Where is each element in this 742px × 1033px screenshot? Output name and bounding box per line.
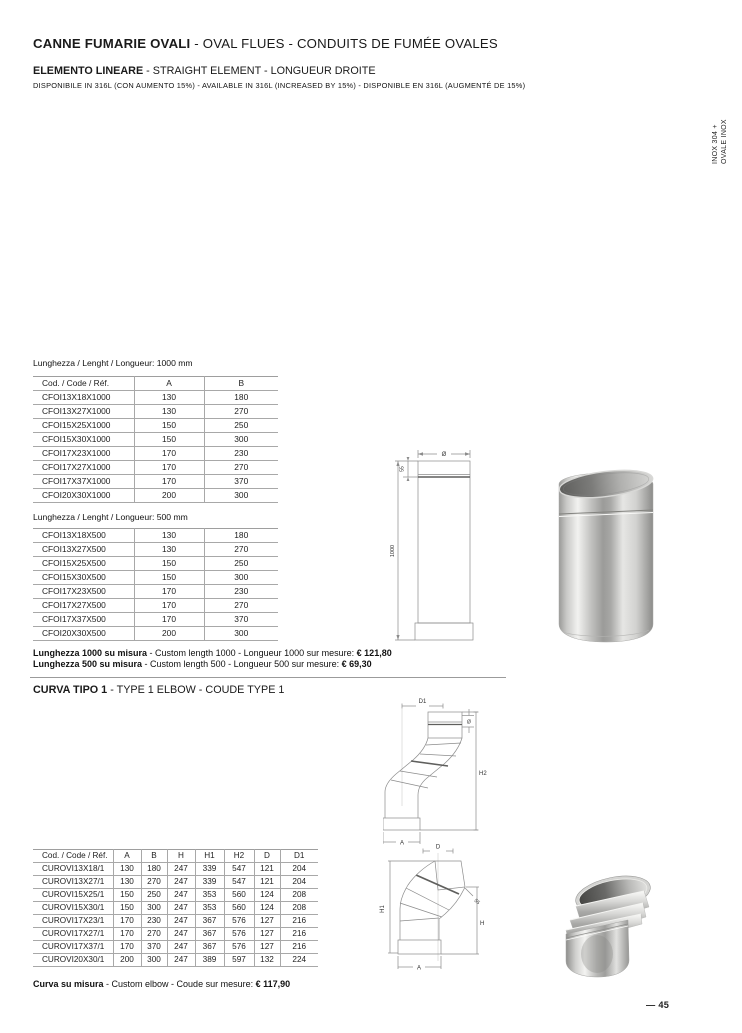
price-elbow-lead: Curva su misura xyxy=(33,979,104,989)
table-cell: 224 xyxy=(280,954,318,967)
table-cell: 180 xyxy=(141,863,167,876)
table-cell: CFOI15X25X500 xyxy=(33,557,134,571)
table-cell: 370 xyxy=(204,475,278,489)
page-title xyxy=(33,36,498,51)
table-cell: 121 xyxy=(254,876,280,889)
table-cell: 370 xyxy=(204,613,278,627)
column-header: H xyxy=(167,850,195,863)
table-cell: 547 xyxy=(224,863,254,876)
table-cell: 208 xyxy=(280,902,318,915)
table-cell: 367 xyxy=(195,941,224,954)
table-header-row xyxy=(33,377,278,391)
table-cell: 250 xyxy=(141,889,167,902)
table-cell: 339 xyxy=(195,876,224,889)
table-cell: 300 xyxy=(204,571,278,585)
table-row xyxy=(33,599,278,613)
dim-label-dia: Ø xyxy=(467,719,471,726)
spec-table-500 xyxy=(33,528,278,641)
elbow-offset-diagram xyxy=(383,696,505,848)
table-header-row xyxy=(33,850,318,863)
spec-table-1000 xyxy=(33,376,278,503)
table-cell: 208 xyxy=(280,889,318,902)
table-cell: CFOI17X27X1000 xyxy=(33,461,134,475)
table-row xyxy=(33,613,278,627)
table-cell: 130 xyxy=(134,405,204,419)
table-cell: CFOI15X30X1000 xyxy=(33,433,134,447)
table-cell: CUROVI17X37/1 xyxy=(33,941,113,954)
elbow-table xyxy=(33,849,318,967)
dim-label-a2: A xyxy=(416,965,422,972)
table-cell: 300 xyxy=(141,954,167,967)
price-elbow-desc: - Custom elbow - Coude sur mesure: xyxy=(103,979,256,989)
dim-label-55b: 55 xyxy=(472,897,481,907)
table-cell: 230 xyxy=(204,585,278,599)
table-cell: 576 xyxy=(224,941,254,954)
dim-label-55: 55 xyxy=(399,466,406,472)
dim-label-h: H xyxy=(480,921,485,927)
table-row xyxy=(33,863,318,876)
table-cell: 353 xyxy=(195,889,224,902)
table-cell: 124 xyxy=(254,902,280,915)
table-cell: 270 xyxy=(204,543,278,557)
table-cell: 150 xyxy=(113,902,141,915)
table-cell: 127 xyxy=(254,915,280,928)
table-row xyxy=(33,529,278,543)
table-cell: 170 xyxy=(134,613,204,627)
table-cell: 389 xyxy=(195,954,224,967)
table-cell: 270 xyxy=(204,405,278,419)
table-cell: 339 xyxy=(195,863,224,876)
price-elbow-value: € 117,90 xyxy=(255,979,291,989)
table-cell: 204 xyxy=(280,863,318,876)
table-cell: 170 xyxy=(113,928,141,941)
table-cell: CFOI13X27X500 xyxy=(33,543,134,557)
table-cell: 180 xyxy=(204,391,278,405)
section-heading-straight-rest: - STRAIGHT ELEMENT - LONGUEUR DROITE xyxy=(143,65,376,77)
table-cell: 270 xyxy=(204,599,278,613)
table-cell: 200 xyxy=(134,627,204,641)
section-heading-straight xyxy=(33,65,376,77)
table-cell: 216 xyxy=(280,915,318,928)
table-cell: 180 xyxy=(204,529,278,543)
table-cell: 547 xyxy=(224,876,254,889)
table-cell: 560 xyxy=(224,902,254,915)
table-cell: 270 xyxy=(204,461,278,475)
column-header: A xyxy=(113,850,141,863)
table-cell: 353 xyxy=(195,902,224,915)
table-cell: 150 xyxy=(134,557,204,571)
column-header: B xyxy=(204,377,278,391)
table-cell: 170 xyxy=(134,585,204,599)
table-cell: 230 xyxy=(204,447,278,461)
table-row xyxy=(33,928,318,941)
table-cell: 597 xyxy=(224,954,254,967)
table-cell: CUROVI17X23/1 xyxy=(33,915,113,928)
price-note-1000 xyxy=(33,648,392,659)
table-cell: 560 xyxy=(224,889,254,902)
table-cell: 270 xyxy=(141,876,167,889)
table-cell: 576 xyxy=(224,915,254,928)
column-header: B xyxy=(141,850,167,863)
table-cell: 247 xyxy=(167,876,195,889)
column-header: H2 xyxy=(224,850,254,863)
price-500-lead: Lunghezza 500 su misura xyxy=(33,659,143,669)
table-cell: 130 xyxy=(134,543,204,557)
dim-label-d1: D1 xyxy=(418,699,427,705)
dim-label-a1: A xyxy=(399,840,405,847)
column-header: H1 xyxy=(195,850,224,863)
table-row xyxy=(33,571,278,585)
page-title-bold: CANNE FUMARIE OVALI xyxy=(33,36,191,51)
table-row xyxy=(33,627,278,641)
table-cell: 247 xyxy=(167,915,195,928)
table-cell: CUROVI20X30/1 xyxy=(33,954,113,967)
price-500-desc: - Custom length 500 - Longueur 500 sur mesure: xyxy=(142,659,342,669)
table-cell: CFOI17X37X500 xyxy=(33,613,134,627)
table-cell: 130 xyxy=(134,391,204,405)
table-cell: CUROVI17X27/1 xyxy=(33,928,113,941)
table-cell: 230 xyxy=(141,915,167,928)
table-cell: CUROVI13X18/1 xyxy=(33,863,113,876)
table-cell: 204 xyxy=(280,876,318,889)
table-row xyxy=(33,543,278,557)
table-cell: CFOI13X27X1000 xyxy=(33,405,134,419)
table-cell: 127 xyxy=(254,941,280,954)
table-cell: 300 xyxy=(141,902,167,915)
table-row xyxy=(33,902,318,915)
table-cell: 170 xyxy=(134,447,204,461)
dim-label-h1: H1 xyxy=(380,905,386,913)
table-cell: 170 xyxy=(134,475,204,489)
table-cell: 247 xyxy=(167,941,195,954)
table-cell: 250 xyxy=(204,419,278,433)
table-cell: 130 xyxy=(134,529,204,543)
page-number: — 45 xyxy=(646,1000,670,1010)
straight-element-photo xyxy=(553,466,659,648)
table-cell: 247 xyxy=(167,889,195,902)
dim-label-d: D xyxy=(435,844,441,851)
elbow-45-diagram xyxy=(366,841,516,989)
table-row xyxy=(33,585,278,599)
column-header: Cod. / Code / Réf. xyxy=(33,377,134,391)
table-cell: 216 xyxy=(280,928,318,941)
side-tab-label xyxy=(711,108,729,164)
column-header: D xyxy=(254,850,280,863)
section-heading-elbow xyxy=(33,684,284,696)
table-row xyxy=(33,876,318,889)
column-header: Cod. / Code / Réf. xyxy=(33,850,113,863)
table-cell: CUROVI15X30/1 xyxy=(33,902,113,915)
section-heading-straight-bold: ELEMENTO LINEARE xyxy=(33,65,144,77)
table-row xyxy=(33,405,278,419)
table-cell: 121 xyxy=(254,863,280,876)
table-cell: CFOI17X23X1000 xyxy=(33,447,134,461)
price-500-value: € 69,30 xyxy=(341,659,372,669)
table-row xyxy=(33,954,318,967)
table-cell: 150 xyxy=(134,571,204,585)
side-label-line1: INOX 304 + xyxy=(712,124,719,164)
table-cell: 170 xyxy=(134,599,204,613)
dim-label-h2: H2 xyxy=(479,771,487,777)
table-cell: 170 xyxy=(134,461,204,475)
table-cell: 250 xyxy=(204,557,278,571)
table-row xyxy=(33,941,318,954)
table-cell: CFOI13X18X500 xyxy=(33,529,134,543)
section-heading-elbow-rest: - TYPE 1 ELBOW - COUDE TYPE 1 xyxy=(107,684,285,696)
table-cell: 170 xyxy=(113,915,141,928)
straight-element-diagram xyxy=(388,445,488,647)
table-row xyxy=(33,447,278,461)
table-cell: 247 xyxy=(167,928,195,941)
table-row xyxy=(33,391,278,405)
table-cell: CFOI15X30X500 xyxy=(33,571,134,585)
table-cell: 300 xyxy=(204,433,278,447)
table-cell: CFOI17X27X500 xyxy=(33,599,134,613)
table-cell: CUROVI15X25/1 xyxy=(33,889,113,902)
table-cell: 150 xyxy=(134,419,204,433)
table-cell: 132 xyxy=(254,954,280,967)
table-cell: CFOI20X30X500 xyxy=(33,627,134,641)
table-cell: 367 xyxy=(195,915,224,928)
section-heading-elbow-bold: CURVA TIPO 1 xyxy=(33,684,108,696)
table-cell: 124 xyxy=(254,889,280,902)
table-row xyxy=(33,557,278,571)
price-1000-desc: - Custom length 1000 - Longueur 1000 sur mesure: xyxy=(147,648,357,658)
dim-label-diameter: Ø xyxy=(441,452,447,458)
table-cell: 370 xyxy=(141,941,167,954)
table-cell: 127 xyxy=(254,928,280,941)
table-cell: 200 xyxy=(134,489,204,503)
table-cell: 170 xyxy=(113,941,141,954)
table-row xyxy=(33,915,318,928)
table-row xyxy=(33,889,318,902)
elbow-photo xyxy=(551,866,659,980)
table-cell: 300 xyxy=(204,489,278,503)
table-cell: 130 xyxy=(113,863,141,876)
table-cell: 216 xyxy=(280,941,318,954)
table-cell: CFOI20X30X1000 xyxy=(33,489,134,503)
table-cell: 130 xyxy=(113,876,141,889)
price-note-500 xyxy=(33,659,372,670)
table-cell: CFOI13X18X1000 xyxy=(33,391,134,405)
table-cell: CUROVI13X27/1 xyxy=(33,876,113,889)
section-divider xyxy=(30,677,506,678)
price-1000-lead: Lunghezza 1000 su misura xyxy=(33,648,148,658)
table-cell: 247 xyxy=(167,863,195,876)
table-label-500: Lunghezza / Lenght / Longueur: 500 mm xyxy=(33,512,188,522)
table-cell: 150 xyxy=(113,889,141,902)
side-label-line2: OVALE INOX xyxy=(721,119,728,164)
table-cell: 270 xyxy=(141,928,167,941)
table-cell: 247 xyxy=(167,902,195,915)
table-cell: 576 xyxy=(224,928,254,941)
table-row xyxy=(33,461,278,475)
dim-label-1000: 1000 xyxy=(390,544,396,558)
price-1000-value: € 121,80 xyxy=(356,648,392,658)
table-cell: 247 xyxy=(167,954,195,967)
table-cell: 300 xyxy=(204,627,278,641)
page-title-rest: - OVAL FLUES - CONDUITS DE FUMÉE OVALES xyxy=(190,36,498,51)
table-row xyxy=(33,433,278,447)
table-cell: 200 xyxy=(113,954,141,967)
price-note-elbow xyxy=(33,979,290,990)
column-header: D1 xyxy=(280,850,318,863)
table-cell: CFOI17X37X1000 xyxy=(33,475,134,489)
table-cell: CFOI15X25X1000 xyxy=(33,419,134,433)
table-label-1000: Lunghezza / Lenght / Longueur: 1000 mm xyxy=(33,358,193,368)
table-cell: 367 xyxy=(195,928,224,941)
table-row xyxy=(33,475,278,489)
table-cell: CFOI17X23X500 xyxy=(33,585,134,599)
table-row xyxy=(33,419,278,433)
availability-note: DISPONIBILE IN 316L (CON AUMENTO 15%) - AVAILABLE IN 316L (INCREASED BY 15%) - DISPONIBLE EN 316L (AUGMENTÉ DE 15%) xyxy=(33,81,526,90)
column-header: A xyxy=(134,377,204,391)
table-row xyxy=(33,489,278,503)
table-cell: 150 xyxy=(134,433,204,447)
